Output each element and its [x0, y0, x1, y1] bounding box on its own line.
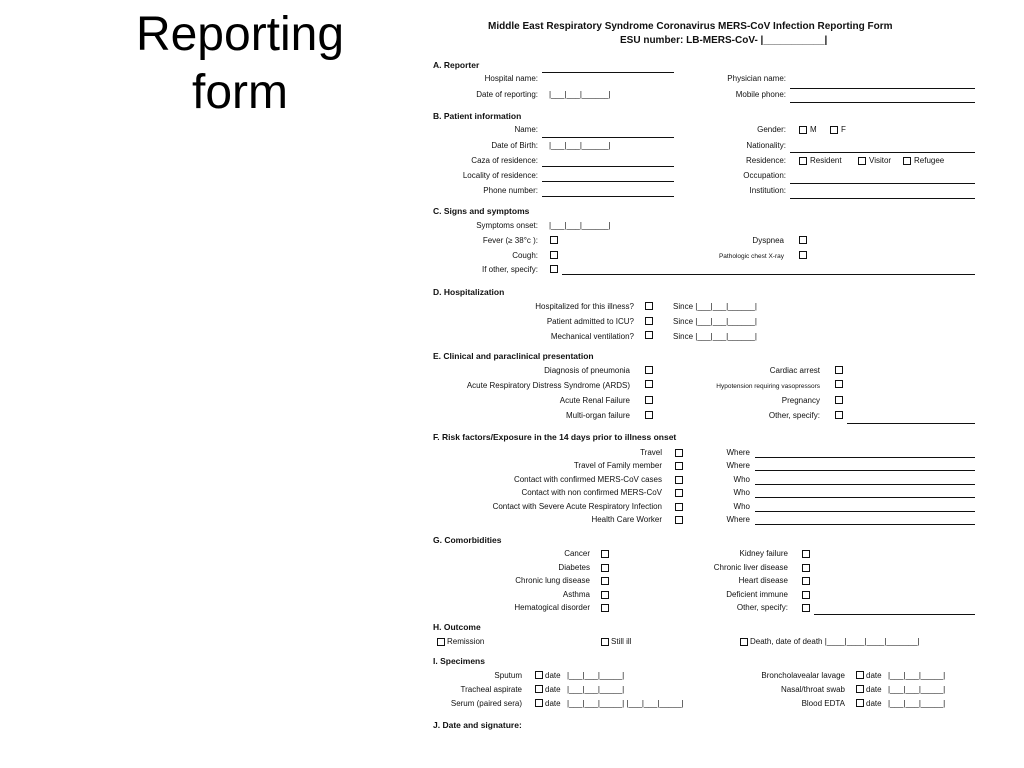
sputum-date-field[interactable]: |___|___|_____| — [567, 671, 625, 680]
phone-field[interactable] — [542, 196, 674, 197]
multiorgan-checkbox[interactable] — [645, 411, 653, 419]
clinical-other-label: Other, specify: — [768, 411, 820, 420]
section-d-header: D. Hospitalization — [433, 287, 505, 297]
section-j-header: J. Date and signature: — [433, 720, 522, 730]
risk-field-label: Where — [726, 448, 750, 457]
comorb-left-checkbox[interactable] — [601, 577, 609, 585]
ventilation-since[interactable]: Since |___|___|______| — [673, 332, 757, 341]
hospitalized-checkbox[interactable] — [645, 302, 653, 310]
serum-date-field[interactable]: |___|___|_____| |___|___|_____| — [567, 699, 684, 708]
comorb-right-label: Other, specify: — [736, 603, 788, 612]
dob-field[interactable]: |___|___|______| — [549, 141, 611, 150]
hypotension-checkbox[interactable] — [835, 380, 843, 388]
comorb-right-label: Deficient immune — [726, 589, 788, 599]
xray-checkbox[interactable] — [799, 251, 807, 259]
symptoms-onset-field[interactable]: |___|___|______| — [549, 221, 611, 230]
tracheal-label: Tracheal aspirate — [460, 685, 522, 694]
risk-label: Travel of Family member — [573, 461, 662, 471]
risk-field-label: Where — [726, 515, 750, 524]
remission-checkbox[interactable] — [437, 638, 445, 646]
nasal-date-label: date — [866, 685, 882, 694]
serum-label: Serum (paired sera) — [450, 699, 522, 708]
section-b-header: B. Patient information — [433, 111, 522, 121]
comorb-left-checkbox[interactable] — [601, 604, 609, 612]
caza-label: Caza of residence: — [471, 156, 538, 165]
comorb-left-label: Diabetes — [558, 562, 590, 572]
broncho-date-label: date — [866, 671, 882, 680]
pregnancy-checkbox[interactable] — [835, 396, 843, 404]
res-refugee-label: Refugee — [914, 156, 945, 165]
risk-field[interactable] — [755, 524, 975, 525]
date-of-reporting-field[interactable]: |___|___|______| — [549, 90, 611, 99]
res-resident-label: Resident — [810, 156, 842, 165]
hospital-name-field[interactable] — [542, 72, 674, 73]
dyspnea-checkbox[interactable] — [799, 236, 807, 244]
renal-label: Acute Renal Failure — [559, 396, 630, 405]
sputum-checkbox[interactable] — [535, 671, 543, 679]
blood-label: Blood EDTA — [801, 699, 845, 708]
ventilation-label: Mechanical ventilation? — [550, 332, 634, 341]
serum-date-label: date — [545, 699, 561, 708]
residence-label: Residence: — [745, 156, 786, 165]
gender-f-checkbox[interactable] — [830, 126, 838, 134]
mobile-phone-label: Mobile phone: — [735, 90, 786, 99]
ventilation-checkbox[interactable] — [645, 331, 653, 339]
clinical-other-checkbox[interactable] — [835, 411, 843, 419]
cardiac-label: Cardiac arrest — [769, 366, 820, 375]
occupation-field[interactable] — [790, 183, 975, 184]
hospitalized-since[interactable]: Since |___|___|______| — [673, 302, 757, 311]
risk-checkbox[interactable] — [675, 449, 683, 457]
still-ill-label: Still ill — [611, 637, 632, 646]
comorb-left-checkbox[interactable] — [601, 591, 609, 599]
nasal-checkbox[interactable] — [856, 685, 864, 693]
xray-label: Pathologic chest X-ray — [718, 253, 784, 260]
broncho-date-field[interactable]: |___|___|_____| — [888, 671, 946, 680]
risk-checkbox[interactable] — [675, 462, 683, 470]
slide-title-line1: Reporting — [135, 8, 345, 61]
risk-label: Contact with non confirmed MERS-CoV — [521, 488, 662, 498]
mobile-phone-field[interactable] — [790, 102, 975, 103]
pneumonia-checkbox[interactable] — [645, 366, 653, 374]
hospital-name-label: Hospital name: — [484, 74, 538, 83]
nasal-date-field[interactable]: |___|___|_____| — [888, 685, 946, 694]
icu-checkbox[interactable] — [645, 317, 653, 325]
gender-f-label: F — [841, 125, 846, 134]
blood-checkbox[interactable] — [856, 699, 864, 707]
institution-label: Institution: — [749, 186, 786, 195]
section-c-header: C. Signs and symptoms — [433, 206, 530, 216]
physician-name-label: Physician name: — [727, 74, 786, 83]
locality-label: Locality of residence: — [462, 171, 538, 180]
risk-field[interactable] — [755, 484, 975, 485]
locality-field[interactable] — [542, 181, 674, 182]
res-visitor-checkbox[interactable] — [858, 157, 866, 165]
ards-label: Acute Respiratory Distress Syndrome (ARDS) — [466, 381, 630, 390]
death-label: Death, date of death |____|____|____|_______| — [750, 637, 920, 646]
ards-checkbox[interactable] — [645, 380, 653, 388]
nationality-label: Nationality: — [746, 141, 786, 150]
other-sign-checkbox[interactable] — [550, 265, 558, 273]
risk-label: Contact with confirmed MERS-CoV cases — [513, 474, 662, 484]
risk-field-label: Where — [726, 461, 750, 471]
risk-field-label: Who — [733, 488, 750, 498]
tracheal-checkbox[interactable] — [535, 685, 543, 693]
risk-field[interactable] — [755, 470, 975, 471]
res-resident-checkbox[interactable] — [799, 157, 807, 165]
clinical-other-field[interactable] — [847, 423, 975, 424]
risk-checkbox[interactable] — [675, 516, 683, 524]
death-checkbox[interactable] — [740, 638, 748, 646]
pneumonia-label: Diagnosis of pneumonia — [544, 366, 630, 375]
section-a-header: A. Reporter — [433, 60, 480, 70]
risk-field-label: Who — [733, 501, 750, 511]
cardiac-checkbox[interactable] — [835, 366, 843, 374]
renal-checkbox[interactable] — [645, 396, 653, 404]
patient-name-field[interactable] — [542, 137, 674, 138]
tracheal-date-label: date — [545, 685, 561, 694]
risk-field[interactable] — [755, 511, 975, 512]
comorb-right-checkbox[interactable] — [802, 564, 810, 572]
comorb-right-checkbox[interactable] — [802, 550, 810, 558]
phone-label: Phone number: — [483, 186, 538, 195]
dob-label: Date of Birth: — [491, 141, 538, 150]
symptoms-onset-label: Symptoms onset: — [476, 221, 538, 230]
sputum-date-label: date — [545, 671, 561, 680]
form-title: Middle East Respiratory Syndrome Coronavirus MERS-CoV Infection Reporting Form — [488, 21, 893, 32]
still-ill-checkbox[interactable] — [601, 638, 609, 646]
risk-field[interactable] — [755, 457, 975, 458]
comorb-left-label: Hematogical disorder — [514, 603, 590, 612]
comorb-left-label: Cancer — [564, 549, 590, 558]
slide-title-line2: form — [192, 66, 288, 119]
risk-field[interactable] — [755, 497, 975, 498]
remission-label: Remission — [447, 637, 485, 646]
res-refugee-checkbox[interactable] — [903, 157, 911, 165]
section-h-header: H. Outcome — [433, 622, 481, 632]
nationality-field[interactable] — [790, 152, 975, 153]
comorb-left-checkbox[interactable] — [601, 564, 609, 572]
risk-checkbox[interactable] — [675, 489, 683, 497]
dyspnea-label: Dyspnea — [752, 236, 784, 245]
gender-m-checkbox[interactable] — [799, 126, 807, 134]
cough-checkbox[interactable] — [550, 251, 558, 259]
risk-label: Contact with Severe Acute Respiratory Infection — [492, 501, 662, 511]
patient-name-label: Name: — [514, 125, 538, 134]
risk-field-label: Who — [733, 474, 750, 484]
comorb-left-checkbox[interactable] — [601, 550, 609, 558]
comorb-left-label: Chronic lung disease — [515, 576, 590, 585]
section-e-header: E. Clinical and paraclinical presentation — [433, 351, 594, 361]
hospitalized-label: Hospitalized for this illness? — [535, 302, 634, 311]
risk-label: Travel — [640, 448, 662, 457]
tracheal-date-field[interactable]: |___|___|_____| — [567, 685, 625, 694]
res-visitor-label: Visitor — [869, 156, 892, 165]
blood-date-label: date — [866, 699, 882, 708]
multiorgan-label: Multi-organ failure — [565, 411, 630, 420]
sputum-label: Sputum — [494, 671, 522, 680]
pregnancy-label: Pregnancy — [781, 396, 820, 405]
occupation-label: Occupation: — [743, 171, 786, 180]
institution-field[interactable] — [790, 198, 975, 199]
section-f-header: F. Risk factors/Exposure in the 14 days prior to illness onset — [433, 432, 677, 442]
comorb-right-checkbox[interactable] — [802, 577, 810, 585]
risk-label: Health Care Worker — [591, 515, 662, 524]
icu-since[interactable]: Since |___|___|______| — [673, 317, 757, 326]
nasal-label: Nasal/throat swab — [780, 685, 845, 694]
gender-label: Gender: — [757, 125, 786, 134]
fever-checkbox[interactable] — [550, 236, 558, 244]
comorb-right-label: Chronic liver disease — [713, 562, 788, 572]
risk-checkbox[interactable] — [675, 476, 683, 484]
comorb-left-label: Asthma — [562, 589, 590, 599]
other-sign-label: If other, specify: — [481, 265, 538, 274]
comorb-right-checkbox[interactable] — [802, 604, 810, 612]
blood-date-field[interactable]: |___|___|_____| — [888, 699, 946, 708]
caza-field[interactable] — [542, 166, 674, 167]
hypotension-label: Hypotension requiring vasopressors — [716, 383, 820, 390]
comorb-right-checkbox[interactable] — [802, 591, 810, 599]
section-i-header: I. Specimens — [433, 656, 485, 666]
icu-label: Patient admitted to ICU? — [546, 317, 634, 326]
section-g-header: G. Comorbidities — [433, 535, 502, 545]
cough-label: Cough: — [512, 251, 538, 260]
comorb-right-label: Kidney failure — [739, 549, 788, 558]
fever-label: Fever (≥ 38°c ): — [482, 236, 538, 245]
serum-checkbox[interactable] — [535, 699, 543, 707]
date-of-reporting-label: Date of reporting: — [476, 90, 538, 99]
broncho-checkbox[interactable] — [856, 671, 864, 679]
esu-number: ESU number: LB-MERS-CoV- |___________| — [620, 35, 828, 46]
comorb-right-label: Heart disease — [738, 576, 788, 585]
other-sign-field[interactable] — [562, 274, 975, 275]
physician-name-field[interactable] — [790, 88, 975, 89]
comorb-other-field[interactable] — [814, 614, 975, 615]
risk-checkbox[interactable] — [675, 503, 683, 511]
gender-m-label: M — [810, 125, 817, 134]
broncho-label: Broncholavealar lavage — [761, 671, 845, 680]
